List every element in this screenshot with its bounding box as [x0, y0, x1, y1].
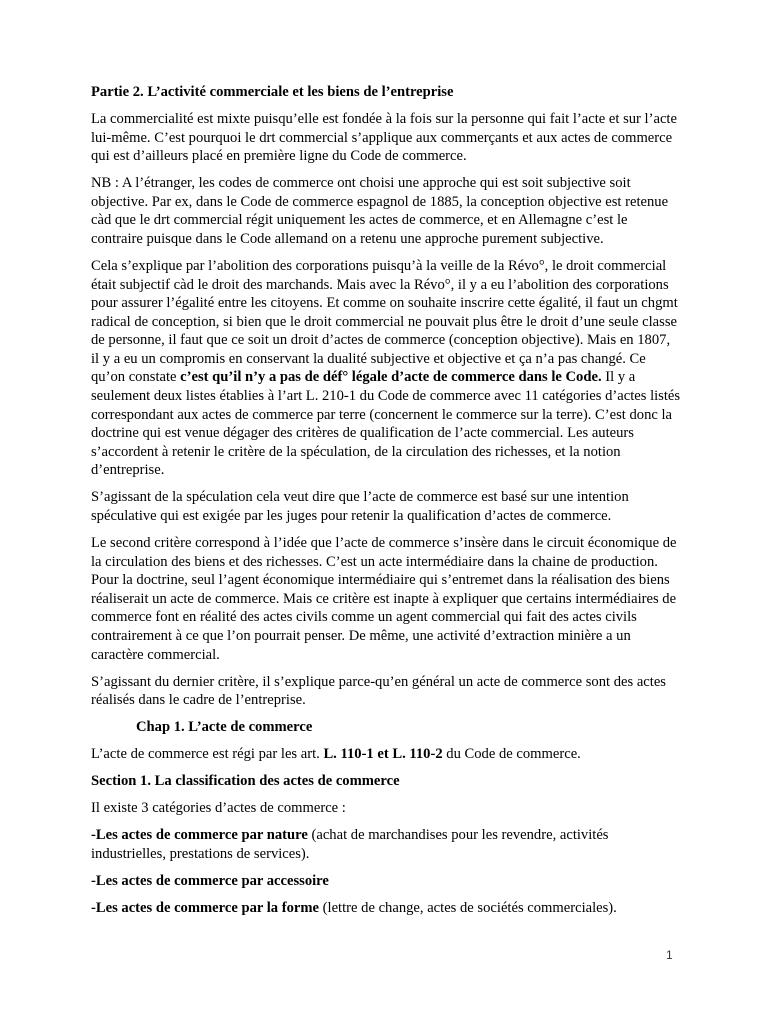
paragraph-speculation: S’agissant de la spéculation cela veut dire que l’acte de commerce est basé sur une intention spéculative qui est exigée par les juges pour retenir la qualification d’actes de commerce. [91, 489, 629, 525]
list-item [91, 826, 681, 863]
paragraph-commercialite: La commercialité est mixte puisqu’elle est fondée à la fois sur la personne qui fait l’acte et sur l’acte lui-même. C’est pourquoi le drt commercial s’applique aux commerçants et aux actes de commerce qui est d’ailleurs placé en première ligne du Code de commerce. [91, 110, 677, 165]
list-item-detail: (lettre de change, actes de sociétés commerciales). [319, 899, 617, 916]
paragraph-text: Cela s’explique par l’abolition des corporations puisqu’à la veille de la Révo°, le droit commercial était subjectif càd le droit des marchands. Mais avec la Révo°, il y a eu l’abolition des corporations pour assurer l’égalité entre les citoyens. Et comme on souhaite inscrire cette égalité, il faut un chgmt radical de conception, si bien que le droit commercial ne pouvait plus être le droit d’une seule classe de personne, il faut que ce soit un droit d’actes de commerce (conception objective). Mais en 1807, il y a eu un compromis en conservant la dualité subjective et objective et ça n’a pas changé. Ce qu’on constate [91, 257, 678, 386]
emphasis-definition: c’est qu’il n’y a pas de déf° légale d’acte de commerce dans le Code. [180, 369, 602, 386]
paragraph-text: du Code de commerce. [442, 746, 581, 763]
list-item-title: -Les actes de commerce par la forme [91, 899, 320, 916]
list-item-detail: (achat de marchandises pour les revendre, activités industrielles, prestations de services). [91, 827, 609, 862]
paragraph-dernier-critere: S’agissant du dernier critère, il s’explique parce-qu’en général un acte de commerce sont des actes réalisés dans le cadre de l’entreprise. [91, 673, 666, 709]
page-number: 1 [666, 948, 673, 962]
paragraph-regime [91, 745, 681, 764]
list-item-title: -Les actes de commerce par accessoire [91, 872, 329, 889]
paragraph-text: Il y a seulement deux listes établies à l’art L. 210-1 du Code de commerce avec 11 catégories d’actes listés correspondant aux actes de commerce par terre (concernent le commerce sur la terre). C’est donc la doctrine qui est venue dégager des critères de qualification de l’acte commercial. Les auteurs s’accordent à retenir le critère de la spéculation, de la circulation des richesses, et la notion d’entreprise. [91, 369, 681, 479]
list-item [91, 899, 681, 918]
paragraph-second-critere: Le second critère correspond à l’idée que l’acte de commerce s’insère dans le circuit économique de la circulation des biens et des richesses. C’est un acte intermédiaire dans la chaine de production. Pour la doctrine, seul l’agent économique intermédiaire qui s’entremet dans la réalisation des biens réaliserait un acte de commerce. Mais ce critère est inapte à expliquer que certains intermédiaires de commerce font en réalité des actes civils comme un agent commercial qui fait des actes civils contrairement à ce que l’on pourrait penser. De même, une activité d’extraction minière a un caractère commercial. [91, 535, 677, 663]
list-item [91, 872, 681, 891]
emphasis-articles: L. 110-1 et L. 110-2 [323, 746, 443, 763]
paragraph-text: L’acte de commerce est régi par les art. [91, 746, 324, 763]
section-title: Section 1. La classification des actes de commerce [91, 773, 400, 790]
paragraph-categories: Il existe 3 catégories d’actes de commerce : [91, 800, 346, 817]
list-item-title: -Les actes de commerce par nature [91, 827, 308, 844]
paragraph-nb-etranger: NB : A l’étranger, les codes de commerce ont choisi une approche qui est soit subjective soit objective. Par ex, dans le Code de commerce espagnol de 1885, la conception objective est retenue càd que le drt commercial régit uniquement les actes de commerce, et en Allemagne c’est le contraire puisque dans le Code allemand on a retenu une approche purement subjective. [91, 175, 669, 247]
paragraph-abolition-corporations [91, 257, 681, 480]
document-page [91, 83, 681, 926]
chapter-title: Chap 1. L’acte de commerce [136, 719, 313, 736]
part-title: Partie 2. L’activité commerciale et les biens de l’entreprise [91, 84, 454, 100]
